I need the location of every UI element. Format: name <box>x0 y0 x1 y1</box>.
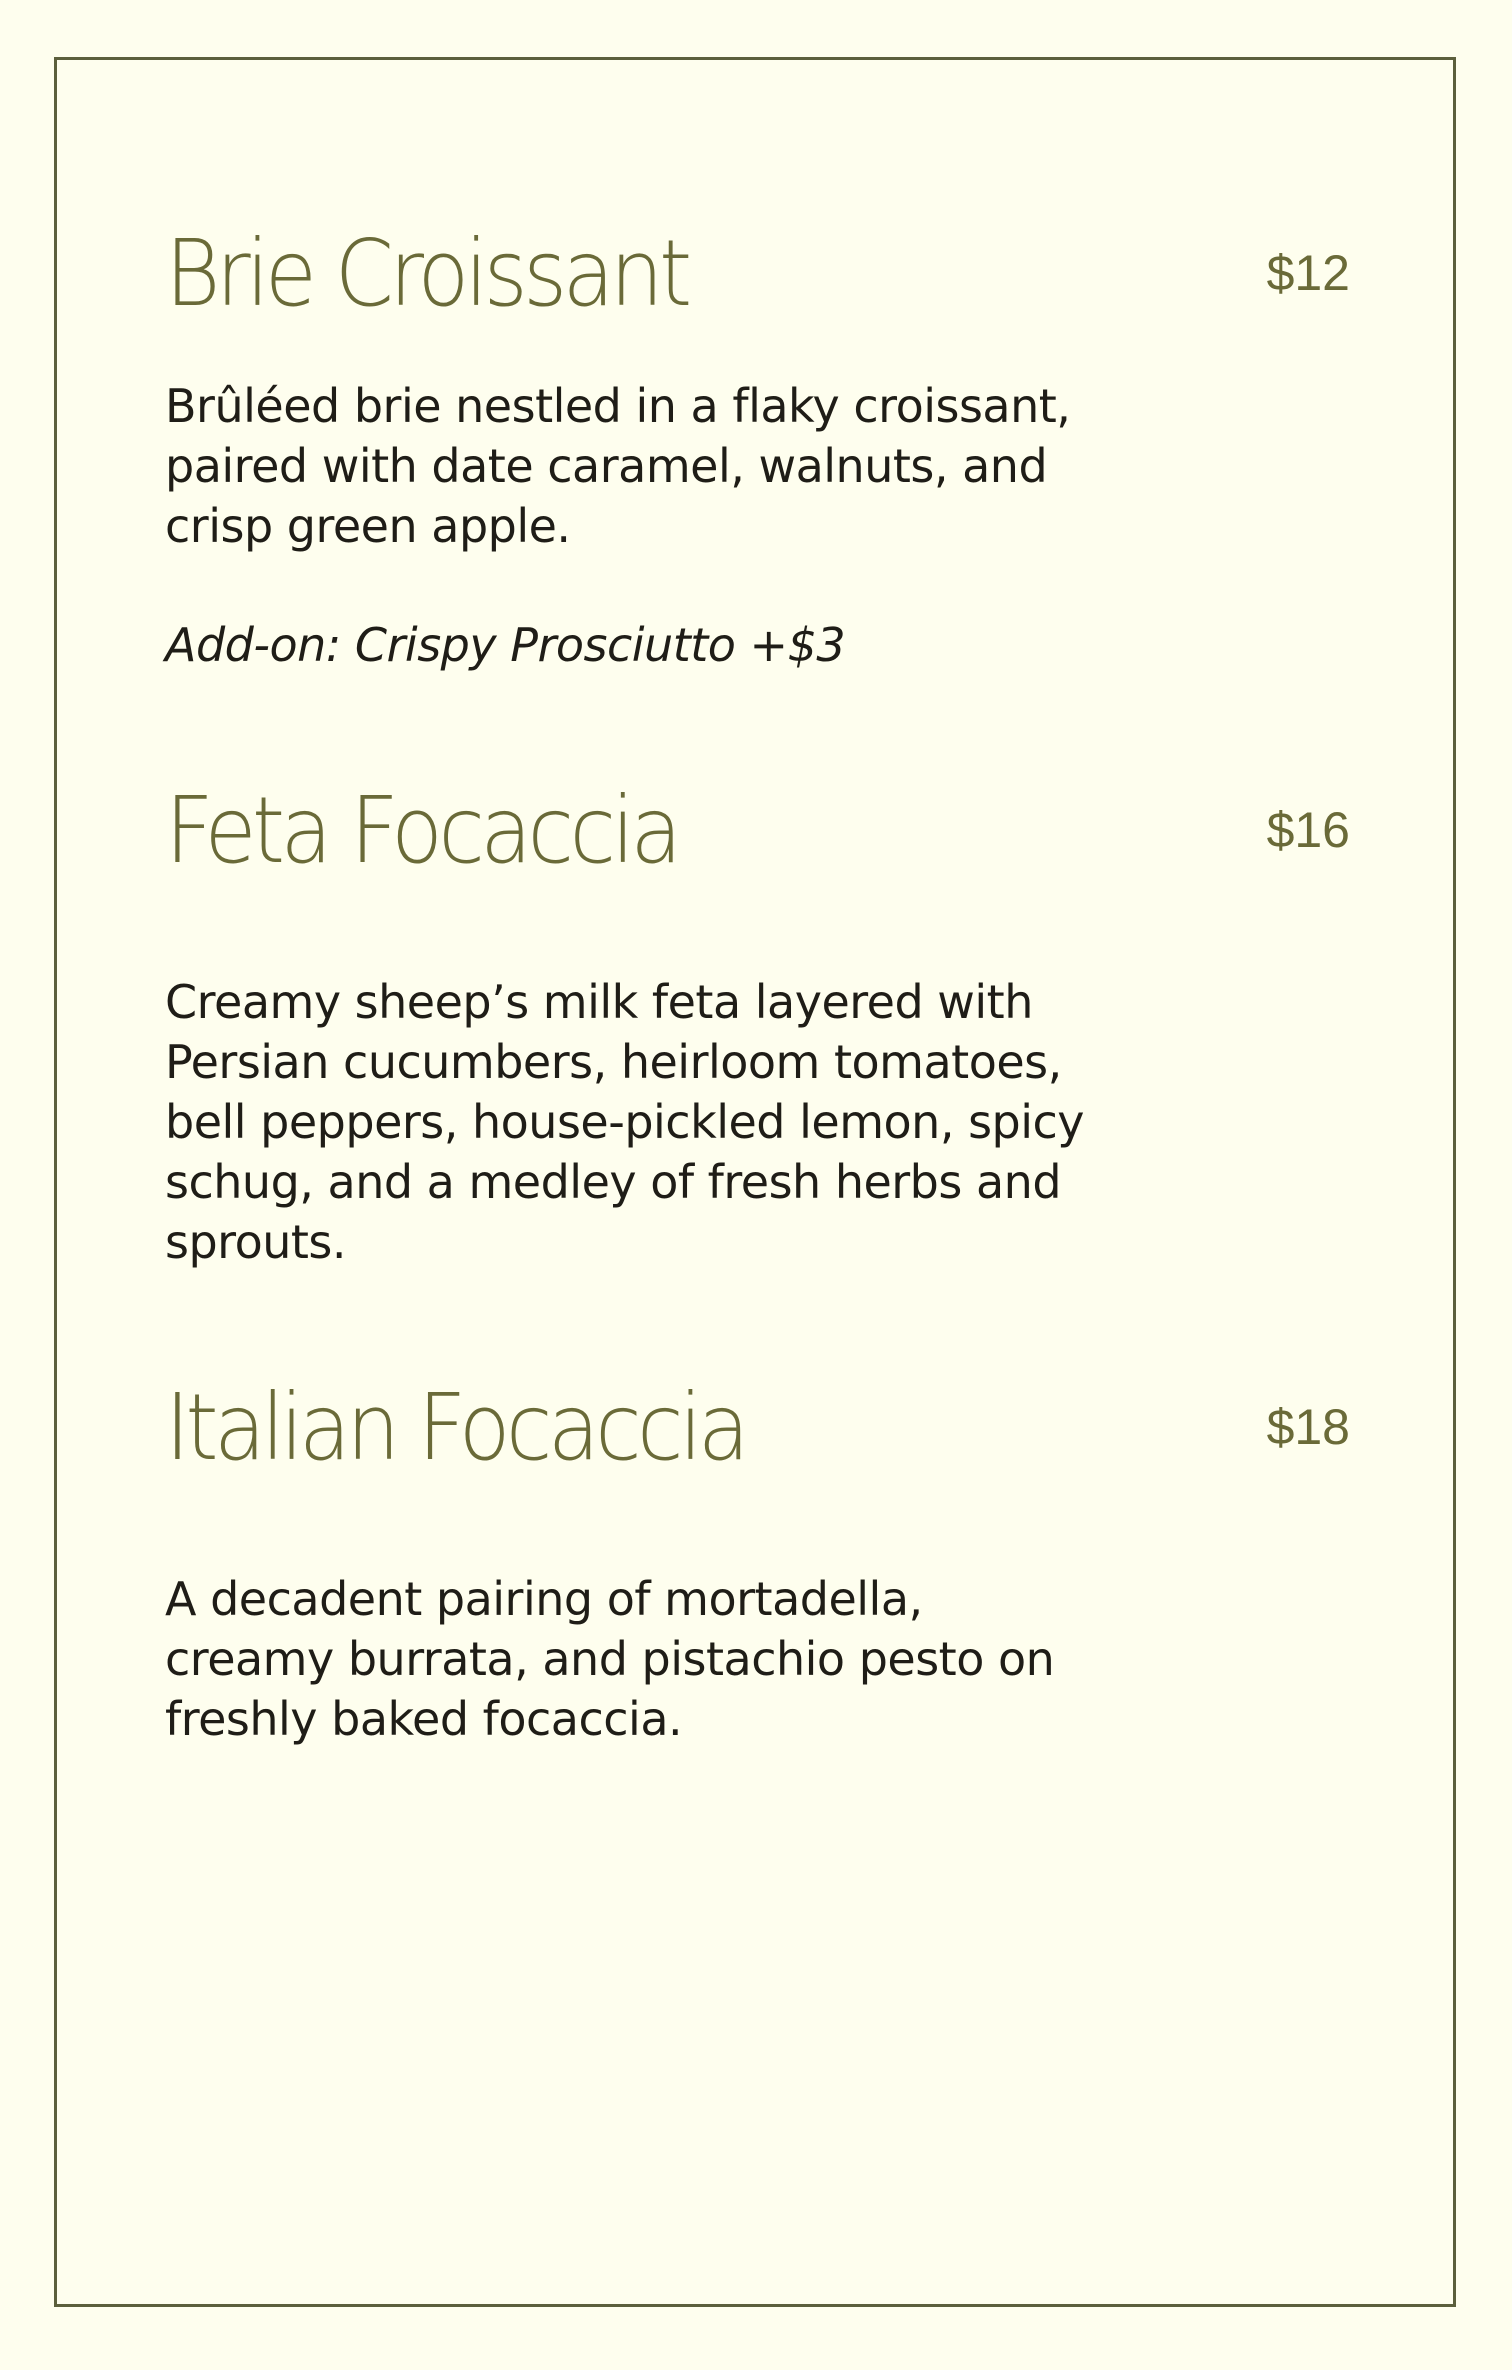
menu-item-description: Brûléed brie nestled in a flaky croissant, paired with date caramel, walnuts, and crisp green apple. <box>165 379 1071 553</box>
menu-item-addon: Add-on: Crispy Prosciutto +$3 <box>165 618 846 672</box>
menu-item-description: Creamy sheep’s milk feta layered with Persian cucumbers, heirloom tomatoes, bell peppers, house-pickled lemon, spicy schug, and a medley of fresh herbs and sprouts. <box>165 975 1085 1269</box>
menu-item-price: $18 <box>1266 1399 1350 1455</box>
menu-item-feta-focaccia <box>165 777 1350 1285</box>
menu-item-italian-focaccia <box>165 1374 1350 1762</box>
menu-item-description: A decadent pairing of mortadella, creamy burrata, and pistachio pesto on freshly baked focaccia. <box>165 1572 1055 1746</box>
menu-item-price: $12 <box>1266 245 1350 301</box>
menu-item-name: Italian Focaccia <box>165 1374 746 1481</box>
menu-item-price: $16 <box>1266 802 1350 858</box>
menu-item-name: Feta Focaccia <box>165 777 678 884</box>
menu-item-brie-croissant <box>165 220 1350 688</box>
menu-item-name: Brie Croissant <box>165 220 688 327</box>
